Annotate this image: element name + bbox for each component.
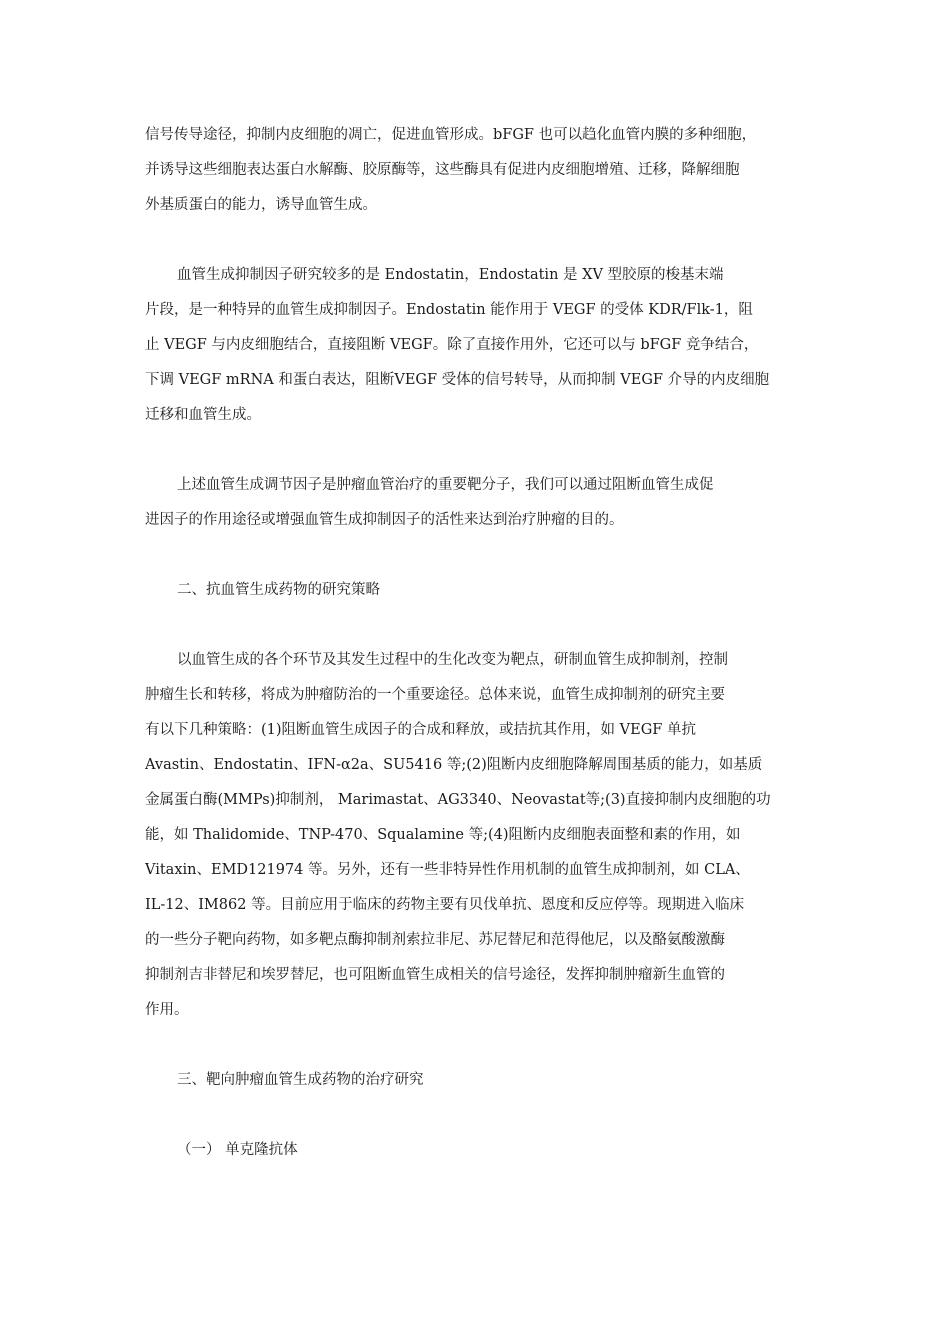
paragraph-line: 金属蛋白酶(MMPs)抑制剂， Marimastat、AG3340、Neovastat等;(3)直接抑制内皮细胞的功 (145, 792, 771, 808)
paragraph-line: IL-12、IM862 等。目前应用于临床的药物主要有贝伐单抗、恩度和反应停等。现期进入临床 (145, 897, 745, 913)
paragraph-line: 并诱导这些细胞表达蛋白水解酶、胶原酶等，这些酶具有促进内皮细胞增殖、迁移，降解细胞 (145, 162, 740, 178)
subsection-heading-3-1: （一） 单克隆抗体 (177, 1142, 298, 1158)
paragraph-gap (145, 433, 810, 468)
paragraph-line: 能，如 Thalidomide、TNP-470、Squalamine 等;(4)阻断内皮细胞表面整和素的作用，如 (145, 827, 741, 843)
paragraph-4 (145, 643, 810, 1028)
paragraph-line: 迁移和血管生成。 (145, 407, 261, 423)
paragraph-gap (145, 223, 810, 258)
paragraph-line: 片段，是一种特异的血管生成抑制因子。Endostatin 能作用于 VEGF 的受体 KDR/Flk-1，阻 (145, 302, 753, 318)
paragraph-line: 下调 VEGF mRNA 和蛋白表达，阻断VEGF 受体的信号转导，从而抑制 VEGF 介导的内皮细胞 (145, 372, 770, 388)
paragraph-line: Avastin、Endostatin、IFN-α2a、SU5416 等;(2)阻断内皮细胞降解周围基质的能力，如基质 (145, 757, 763, 773)
paragraph-line: 有以下几种策略：(1)阻断血管生成因子的合成和释放，或拮抗其作用，如 VEGF 单抗 (145, 722, 696, 738)
paragraph-line: 血管生成抑制因子研究较多的是 Endostatin，Endostatin 是 XV 型胶原的梭基末端 (177, 267, 724, 283)
paragraph-1 (145, 118, 810, 223)
paragraph-line: 进因子的作用途径或增强血管生成抑制因子的活性来达到治疗肿瘤的目的。 (145, 512, 624, 528)
paragraph-line: 抑制剂吉非替尼和埃罗替尼，也可阻断血管生成相关的信号途径，发挥抑制肿瘤新生血管的 (145, 967, 725, 983)
paragraph-line: 的一些分子靶向药物，如多靶点酶抑制剂索拉非尼、苏尼替尼和范得他尼，以及酪氨酸激酶 (145, 932, 725, 948)
paragraph-line: 作用。 (145, 1002, 189, 1018)
paragraph-line: Vitaxin、EMD121974 等。另外，还有一些非特异性作用机制的血管生成抑制剂，如 CLA、 (145, 862, 750, 878)
document-body (145, 118, 810, 1168)
paragraph-line: 外基质蛋白的能力，诱导血管生成。 (145, 197, 377, 213)
paragraph-3 (145, 468, 810, 538)
paragraph-2 (145, 258, 810, 433)
paragraph-gap (145, 608, 810, 643)
paragraph-gap (145, 538, 810, 573)
paragraph-line: 上述血管生成调节因子是肿瘤血管治疗的重要靶分子，我们可以通过阻断血管生成促 (177, 477, 714, 493)
section-heading-2: 二、抗血管生成药物的研究策略 (177, 582, 380, 598)
paragraph-gap (145, 1028, 810, 1063)
paragraph-line: 以血管生成的各个环节及其发生过程中的生化改变为靶点，研制血管生成抑制剂，控制 (177, 652, 728, 668)
paragraph-line: 信号传导途径，抑制内皮细胞的凋亡，促进血管形成。bFGF 也可以趋化血管内膜的多种细胞， (145, 127, 757, 143)
paragraph-line: 止 VEGF 与内皮细胞结合，直接阻断 VEGF。除了直接作用外，它还可以与 bFGF 竞争结合， (145, 337, 759, 353)
paragraph-line: 肿瘤生长和转移，将成为肿瘤防治的一个重要途径。总体来说，血管生成抑制剂的研究主要 (145, 687, 725, 703)
section-heading-3: 三、靶向肿瘤血管生成药物的治疗研究 (177, 1072, 424, 1088)
paragraph-gap (145, 1098, 810, 1133)
